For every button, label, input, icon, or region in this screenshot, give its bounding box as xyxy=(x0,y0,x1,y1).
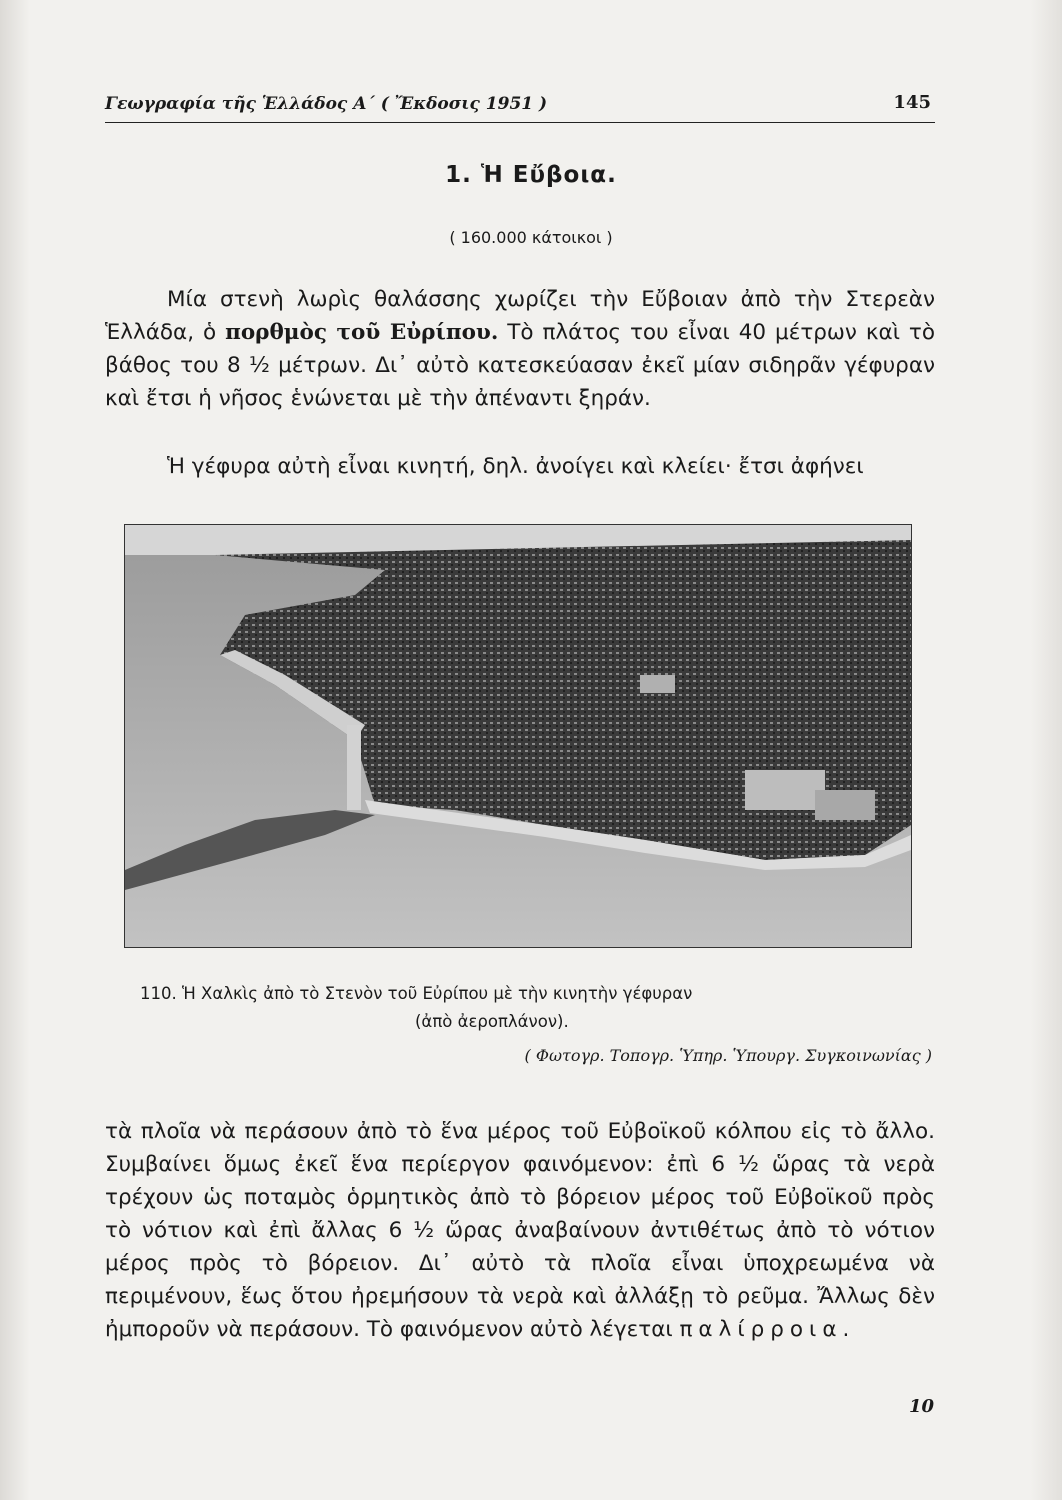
warehouse-building xyxy=(815,790,875,820)
paragraph-1 xyxy=(105,283,935,415)
sheet-number: 10 xyxy=(908,1396,934,1417)
paragraph-1-text-b: Τὸ πλάτος του εἶναι 40 μέτρων καὶ τὸ βάθος του 8 ½ μέτρων. Δι᾽ αὐτὸ κατεσκεύασαν ἐκεῖ μίαν σιδηρᾶν γέφυραν καὶ ἔτσι ἡ νῆσος ἑνώνεται μὲ τὴν ἀπέναντι ξηράν. xyxy=(105,320,935,411)
figure-caption xyxy=(140,980,930,1036)
paragraph-3-end: . xyxy=(842,1317,850,1342)
section-title: 1. Ἡ Εὔβοια. xyxy=(445,162,617,188)
population-note: ( 160.000 κάτοικοι ) xyxy=(449,228,613,247)
tide-term: παλίρροια xyxy=(679,1317,843,1342)
paragraph-3-text: τὰ πλοῖα νὰ περάσουν ἀπὸ τὸ ἕνα μέρος τοῦ Εὐβοϊκοῦ κόλπου εἰς τὸ ἄλλο. Συμβαίνει ὅμως ἐκεῖ ἕνα περίεργον φαινόμενον: ἐπὶ 6 ½ ὥρας τὰ νερὰ τρέχουν ὡς ποταμὸς ὁρμητικὸς ἀπὸ τὸ βόρειον μέρος τοῦ Εὐβοϊκοῦ πρὸς τὸ νότιον καὶ ἐπὶ ἄλλας 6 ½ ὥρας ἀναβαίνουν ἀντιθέτως ἀπὸ τὸ νότιον μέρος πρὸς τὸ βόρειον. Δι᾽ αὐτὸ τὰ πλοῖα εἶναι ὑποχρεωμένα νὰ περιμένουν, ἕως ὅτου ἠρεμήσουν τὰ νερὰ καὶ ἀλλάξῃ τὸ ρεῦμα. Ἄλλως δὲν ἠμποροῦν νὰ περάσουν. Τὸ φαινόμενον αὐτὸ λέγεται xyxy=(105,1119,935,1342)
warehouse-building xyxy=(745,770,825,810)
building xyxy=(640,675,675,693)
paragraph-2: Ἡ γέφυρα αὐτὴ εἶναι κινητή, δηλ. ἀνοίγει καὶ κλείει· ἔτσι ἀφήνει xyxy=(167,454,864,479)
paragraph-1-text-a: Μία στενὴ λωρὶς θαλάσσης χωρίζει τὴν Εὔβοιαν ἀπὸ τὴν Στερεὰν Ἑλλάδα, ὁ xyxy=(105,287,935,345)
page-header xyxy=(105,88,935,123)
strait-name-bold: πορθμὸς τοῦ Εὐρίπου. xyxy=(225,320,499,345)
running-title: Γεωγραφία τῆς Ἑλλάδος Α΄ ( Ἔκδοσις 1951 ) xyxy=(105,94,548,114)
bridge xyxy=(347,725,361,810)
page-number: 145 xyxy=(893,92,931,113)
caption-line-2: (ἀπὸ ἀεροπλάνον). xyxy=(415,1012,569,1031)
photo-credit: ( Φωτογρ. Τοπογρ. Ὑπηρ. Ὑπουργ. Συγκοινωνίας ) xyxy=(524,1046,932,1065)
aerial-photo-drawing xyxy=(125,525,911,947)
paragraph-3 xyxy=(105,1115,935,1346)
aerial-photo xyxy=(124,524,912,948)
caption-line-1: 110. Ἡ Χαλκὶς ἀπὸ τὸ Στενὸν τοῦ Εὐρίπου μὲ τὴν κινητὴν γέφυραν xyxy=(140,984,693,1003)
